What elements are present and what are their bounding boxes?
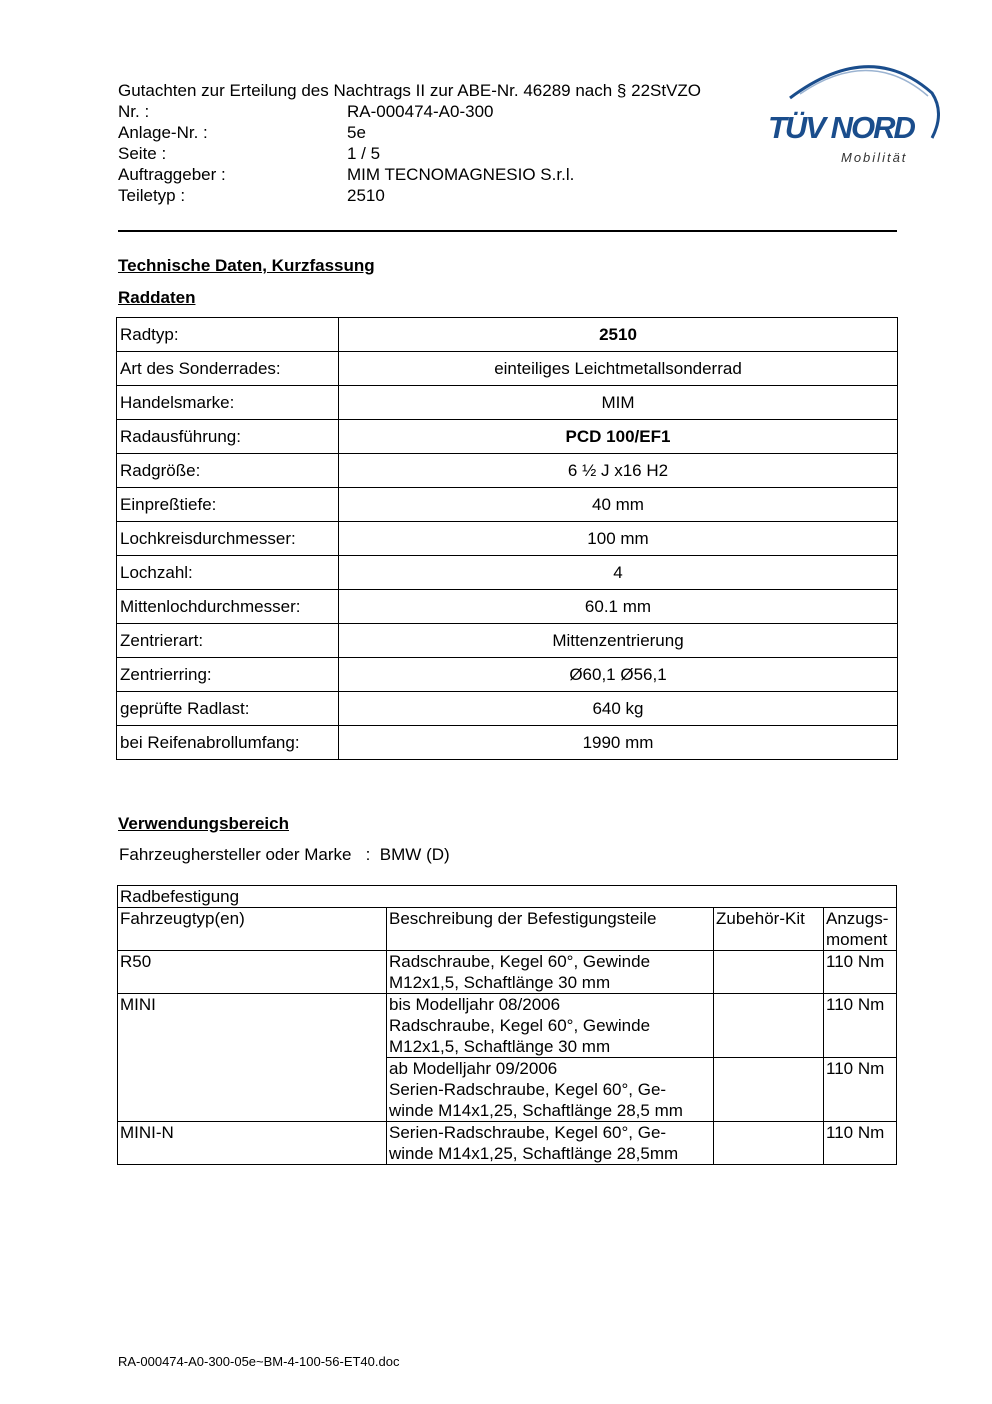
footer-filename: RA-000474-A0-300-05e~BM-4-100-56-ET40.doc xyxy=(118,1354,400,1369)
header-row-teiletyp: Teiletyp : 2510 xyxy=(118,186,385,205)
row-label: Lochzahl: xyxy=(117,556,339,590)
verwendung-heading: Verwendungsbereich xyxy=(118,814,289,833)
document-header xyxy=(118,80,701,206)
row-value: 4 xyxy=(339,556,898,590)
table-row xyxy=(118,951,897,994)
table-header-row xyxy=(118,908,897,951)
table-row xyxy=(117,522,898,556)
table-row xyxy=(118,1122,897,1165)
row-value: 40 mm xyxy=(339,488,898,522)
cell-moment: 110 Nm xyxy=(824,1122,897,1165)
cell-beschreibung: bis Modelljahr 08/2006 Radschraube, Kegel 60°, Gewinde M12x1,5, Schaftlänge 30 mm xyxy=(387,994,714,1058)
row-label: Radtyp: xyxy=(117,318,339,352)
cell-typ-empty xyxy=(118,1058,387,1122)
logo-subtitle: Mobilität xyxy=(841,150,908,165)
table-row xyxy=(117,352,898,386)
header-row-nr: Nr. : RA-000474-A0-300 xyxy=(118,102,494,121)
cell-kit xyxy=(714,1058,824,1122)
header-divider xyxy=(118,230,897,232)
row-value: Mittenzentrierung xyxy=(339,624,898,658)
row-value: 2510 xyxy=(339,318,898,352)
col-header-moment: Anzugs- moment xyxy=(824,908,897,951)
row-value: 100 mm xyxy=(339,522,898,556)
cell-typ: MINI-N xyxy=(118,1122,387,1165)
raddaten-table xyxy=(116,317,898,760)
table-row xyxy=(117,318,898,352)
table-row xyxy=(117,624,898,658)
row-label: geprüfte Radlast: xyxy=(117,692,339,726)
radbefestigung-caption: Radbefestigung xyxy=(118,886,897,908)
row-label: Art des Sonderrades: xyxy=(117,352,339,386)
cell-kit xyxy=(714,994,824,1058)
logo-text: TÜV NORD xyxy=(768,110,914,145)
row-value: 6 ½ J x16 H2 xyxy=(339,454,898,488)
row-value: 60.1 mm xyxy=(339,590,898,624)
row-label: Zentrierring: xyxy=(117,658,339,692)
table-row xyxy=(118,1058,897,1122)
header-row-anlage: Anlage-Nr. : 5e xyxy=(118,123,366,142)
cell-beschreibung: ab Modelljahr 09/2006 Serien-Radschraube, Kegel 60°, Ge- winde M14x1,25, Schaftlänge 28,5 mm xyxy=(387,1058,714,1122)
row-value: MIM xyxy=(339,386,898,420)
header-row-seite: Seite : 1 / 5 xyxy=(118,144,381,163)
hersteller-label: Fahrzeughersteller oder Marke : xyxy=(119,845,371,864)
cell-moment: 110 Nm xyxy=(824,951,897,994)
cell-kit xyxy=(714,951,824,994)
table-row xyxy=(117,386,898,420)
row-value: einteiliges Leichtmetallsonderrad xyxy=(339,352,898,386)
table-row xyxy=(117,590,898,624)
row-label: Radausführung: xyxy=(117,420,339,454)
cell-beschreibung: Serien-Radschraube, Kegel 60°, Ge- winde M14x1,25, Schaftlänge 28,5mm xyxy=(387,1122,714,1165)
table-row xyxy=(117,658,898,692)
col-header-beschreibung: Beschreibung der Befestigungsteile xyxy=(387,908,714,951)
table-row xyxy=(118,994,897,1058)
row-label: Einpreßtiefe: xyxy=(117,488,339,522)
row-label: Lochkreisdurchmesser: xyxy=(117,522,339,556)
document-title: Gutachten zur Erteilung des Nachtrags II zur ABE-Nr. 46289 nach § 22StVZO xyxy=(118,81,702,100)
row-label: Radgröße: xyxy=(117,454,339,488)
cell-kit xyxy=(714,1122,824,1165)
cell-typ: MINI xyxy=(118,994,387,1058)
row-label: Mittenlochdurchmesser: xyxy=(117,590,339,624)
raddaten-heading: Raddaten xyxy=(118,288,196,307)
cell-moment: 110 Nm xyxy=(824,994,897,1058)
table-row xyxy=(117,726,898,760)
hersteller-line xyxy=(119,845,450,865)
row-value: 640 kg xyxy=(339,692,898,726)
table-row xyxy=(117,420,898,454)
section-title: Technische Daten, Kurzfassung xyxy=(118,256,375,275)
row-value: 1990 mm xyxy=(339,726,898,760)
col-header-typ: Fahrzeugtyp(en) xyxy=(118,908,387,951)
cell-typ: R50 xyxy=(118,951,387,994)
header-row-auftraggeber: Auftraggeber : MIM TECNOMAGNESIO S.r.l. xyxy=(118,165,575,184)
table-row xyxy=(117,454,898,488)
cell-beschreibung: Radschraube, Kegel 60°, Gewinde M12x1,5, Schaftlänge 30 mm xyxy=(387,951,714,994)
table-row xyxy=(117,488,898,522)
radbefestigung-table xyxy=(117,885,897,1165)
row-value: PCD 100/EF1 xyxy=(339,420,898,454)
table-row xyxy=(117,692,898,726)
row-label: Zentrierart: xyxy=(117,624,339,658)
hersteller-value: BMW (D) xyxy=(379,845,450,864)
row-label: bei Reifenabrollumfang: xyxy=(117,726,339,760)
col-header-kit: Zubehör-Kit xyxy=(714,908,824,951)
table-row xyxy=(117,556,898,590)
cell-moment: 110 Nm xyxy=(824,1058,897,1122)
row-value: Ø60,1 Ø56,1 xyxy=(339,658,898,692)
row-label: Handelsmarke: xyxy=(117,386,339,420)
